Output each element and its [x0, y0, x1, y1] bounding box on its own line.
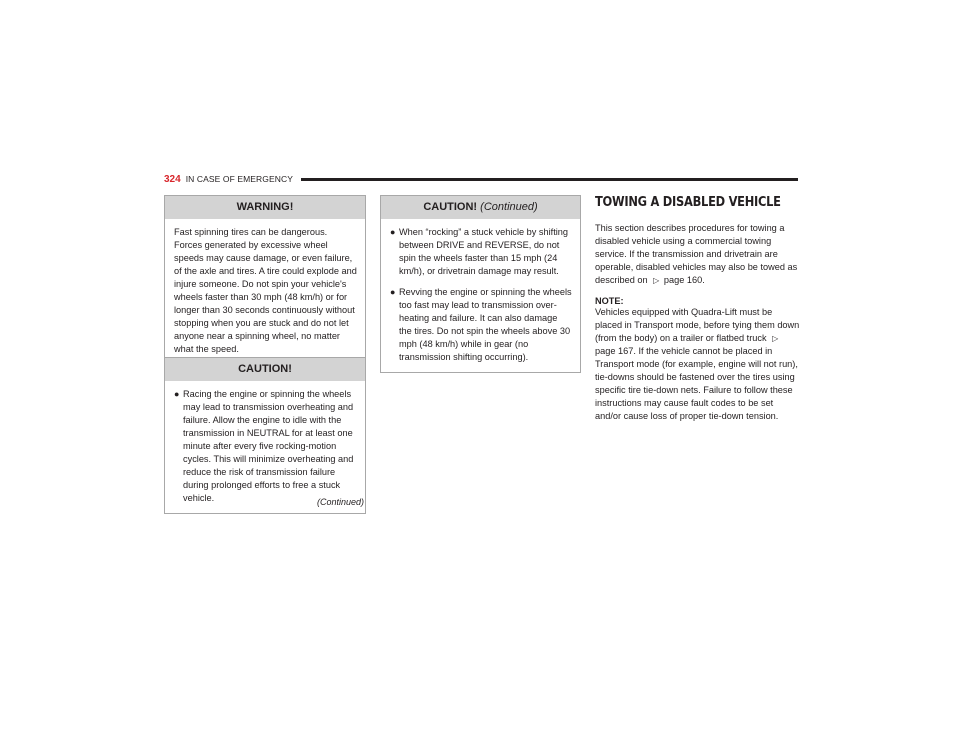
warning-title: WARNING! [165, 196, 365, 219]
warning-text: Fast spinning tires can be dangerous. Forces generated by excessive wheel speeds may cause damage, or even failure, of the axle and tires. A tire could explode and injure someone. Do not spin your vehicle's wheels faster than 30 mph (48 km/h) or for longer than 30 seconds continuously without stopping when you are stuck and do not let anyone near a spinning wheel, no matter what the speed. [174, 227, 357, 354]
page-reference-arrow-icon: ▷ [772, 334, 779, 343]
bullet-text: When “rocking” a stuck vehicle by shifting between DRIVE and REVERSE, do not spin the wheels faster than 15 mph (24 km/h), or drivetrain damage may result. [399, 227, 569, 276]
bullet-item [174, 388, 357, 505]
caution-box [164, 357, 366, 514]
note-label: NOTE: [595, 296, 624, 306]
page-header [164, 172, 798, 186]
note-page-link[interactable]: page 167. [595, 346, 636, 356]
section-title: IN CASE OF EMERGENCY [185, 174, 294, 184]
bullet-icon: ● [390, 227, 396, 237]
bullet-item [390, 226, 572, 278]
intro-page-link[interactable]: page 160. [663, 275, 705, 285]
bullet-icon: ● [174, 389, 180, 399]
header-rule [301, 178, 798, 181]
caution-continued-box [380, 195, 581, 373]
page-number: 324 [164, 173, 181, 185]
page-reference-arrow-icon: ▷ [653, 276, 660, 285]
note-text [595, 306, 800, 423]
bullet-text: Revving the engine or spinning the wheels too fast may lead to transmission over-heating and failure. It can also damage the tires. Do not spin the wheels above 30 mph (48 km/h) while in gear (no transmission shifting occurring). [399, 287, 572, 362]
towing-intro [595, 222, 800, 287]
bullet-item [390, 286, 572, 364]
continued-label: (Continued) [316, 497, 364, 507]
caution-continued-title [381, 196, 580, 219]
towing-heading: TOWING A DISABLED VEHICLE [595, 195, 781, 210]
caution-title-text: CAUTION! [423, 201, 478, 213]
caution-title: CAUTION! [165, 358, 365, 381]
warning-box [164, 195, 366, 365]
towing-section [595, 193, 800, 423]
caution-title-suffix: (Continued) [480, 201, 538, 213]
bullet-icon: ● [390, 287, 396, 297]
note-text-before: Vehicles equipped with Quadra-Lift must be placed in Transport mode, before tying them down (from the body) on a trailer or flatbed truck [595, 307, 800, 343]
intro-text: This section describes procedures for towing a disabled vehicle using a commercial towing service. If the transmission and drivetrain are operable, disabled vehicles may also be towed as described on [595, 223, 798, 285]
caution-continued-body [381, 219, 580, 372]
caution-body [165, 381, 365, 513]
note-text-after: If the vehicle cannot be placed in Transport mode (for example, engine will not run), tie-downs should be fastened over the tires using specific tire tie-down nets. Failure to follow these instructions may cause fault codes to be set and/or cause loss of proper tie-down tension. [595, 346, 798, 421]
bullet-text: Racing the engine or spinning the wheels may lead to transmission overheating and failure. Allow the engine to idle with the transmission in NEUTRAL for at least one minute after every five rocking-motion cycles. This will minimize overheating and reduce the risk of transmission failure during prolonged efforts to free a stuck vehicle. [183, 389, 354, 503]
